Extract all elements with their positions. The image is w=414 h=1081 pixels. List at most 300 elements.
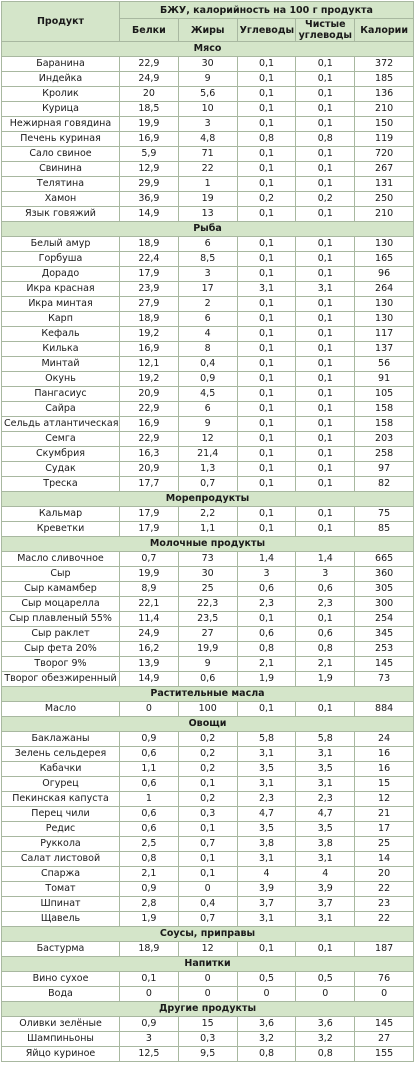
- net-carbs-cell: 3,1: [296, 777, 355, 792]
- calories-cell: 345: [355, 627, 414, 642]
- carbs-cell: 3,1: [237, 282, 296, 297]
- fat-cell: 25: [178, 582, 237, 597]
- protein-cell: 0,6: [120, 747, 179, 762]
- protein-cell: 16,2: [120, 642, 179, 657]
- fat-cell: 6: [178, 402, 237, 417]
- protein-cell: 20,9: [120, 387, 179, 402]
- table-row: [2, 867, 414, 882]
- calories-cell: 130: [355, 237, 414, 252]
- fat-cell: 0: [178, 972, 237, 987]
- net-carbs-cell: 0,1: [296, 417, 355, 432]
- product-name-cell: Свинина: [2, 162, 120, 177]
- calories-cell: 145: [355, 1017, 414, 1032]
- calories-cell: 16: [355, 747, 414, 762]
- fat-cell: 73: [178, 552, 237, 567]
- net-carbs-cell: 0,1: [296, 267, 355, 282]
- calories-cell: 210: [355, 102, 414, 117]
- protein-cell: 16,9: [120, 417, 179, 432]
- section-header-row: [2, 927, 414, 942]
- calories-cell: 130: [355, 312, 414, 327]
- fat-cell: 0,3: [178, 1032, 237, 1047]
- protein-column-header: Белки: [120, 19, 179, 42]
- protein-cell: 0,6: [120, 807, 179, 822]
- fat-cell: 0,7: [178, 837, 237, 852]
- protein-cell: 19,9: [120, 567, 179, 582]
- net-carbs-cell: 0,1: [296, 447, 355, 462]
- protein-cell: 14,9: [120, 672, 179, 687]
- product-name-cell: Баклажаны: [2, 732, 120, 747]
- protein-cell: 19,2: [120, 372, 179, 387]
- carbs-cell: 0,1: [237, 942, 296, 957]
- product-name-cell: Кабачки: [2, 762, 120, 777]
- table-row: [2, 657, 414, 672]
- carbs-cell: 3,1: [237, 747, 296, 762]
- net-carbs-cell: 3,5: [296, 762, 355, 777]
- net-carbs-cell: 5,8: [296, 732, 355, 747]
- carbs-cell: 3,1: [237, 912, 296, 927]
- fat-cell: 0,2: [178, 792, 237, 807]
- calories-cell: 25: [355, 837, 414, 852]
- net-carbs-cell: 3: [296, 567, 355, 582]
- net-carbs-cell: 0,1: [296, 237, 355, 252]
- calories-cell: 105: [355, 387, 414, 402]
- protein-cell: 0,1: [120, 972, 179, 987]
- net-carbs-cell: 4,7: [296, 807, 355, 822]
- net-carbs-cell: 2,3: [296, 597, 355, 612]
- product-name-cell: Пекинская капуста: [2, 792, 120, 807]
- product-name-cell: Кальмар: [2, 507, 120, 522]
- net-carbs-cell: 0,1: [296, 87, 355, 102]
- carbs-cell: 0,5: [237, 972, 296, 987]
- table-row: [2, 612, 414, 627]
- net-carbs-cell: 0,8: [296, 642, 355, 657]
- calories-cell: 158: [355, 417, 414, 432]
- net-carbs-cell: 3,5: [296, 822, 355, 837]
- carbs-cell: 0: [237, 987, 296, 1002]
- protein-cell: 1,9: [120, 912, 179, 927]
- table-row: [2, 777, 414, 792]
- carbs-cell: 0,1: [237, 327, 296, 342]
- section-header-row: [2, 957, 414, 972]
- calories-cell: 165: [355, 252, 414, 267]
- calories-cell: 136: [355, 87, 414, 102]
- net-carbs-cell: 0,8: [296, 132, 355, 147]
- carbs-cell: 0,1: [237, 147, 296, 162]
- product-name-cell: Икра минтая: [2, 297, 120, 312]
- fat-cell: 30: [178, 567, 237, 582]
- fat-cell: 0,1: [178, 822, 237, 837]
- table-row: [2, 912, 414, 927]
- carbs-cell: 0,1: [237, 237, 296, 252]
- table-row: [2, 342, 414, 357]
- fat-cell: 1,1: [178, 522, 237, 537]
- fat-cell: 0,1: [178, 852, 237, 867]
- carbs-cell: 0,1: [237, 267, 296, 282]
- protein-cell: 0: [120, 702, 179, 717]
- table-row: [2, 57, 414, 72]
- net-carbs-cell: 3,1: [296, 852, 355, 867]
- carbs-cell: 3,5: [237, 762, 296, 777]
- product-name-cell: Вода: [2, 987, 120, 1002]
- table-row: [2, 597, 414, 612]
- net-carbs-cell: 0,1: [296, 72, 355, 87]
- section-title: Напитки: [2, 957, 414, 972]
- table-header: [2, 2, 414, 42]
- product-name-cell: Индейка: [2, 72, 120, 87]
- protein-cell: 14,9: [120, 207, 179, 222]
- calories-cell: 82: [355, 477, 414, 492]
- protein-cell: 23,9: [120, 282, 179, 297]
- protein-cell: 18,9: [120, 312, 179, 327]
- product-name-cell: Хамон: [2, 192, 120, 207]
- calories-cell: 253: [355, 642, 414, 657]
- net-carbs-cell: 0,1: [296, 387, 355, 402]
- calories-cell: 119: [355, 132, 414, 147]
- product-name-cell: Баранина: [2, 57, 120, 72]
- protein-cell: 1: [120, 792, 179, 807]
- table-row: [2, 447, 414, 462]
- carbs-cell: 0,1: [237, 162, 296, 177]
- fat-cell: 22: [178, 162, 237, 177]
- net-carbs-cell: 1,9: [296, 672, 355, 687]
- fat-cell: 0,1: [178, 777, 237, 792]
- carbs-cell: 2,3: [237, 597, 296, 612]
- protein-cell: 13,9: [120, 657, 179, 672]
- protein-cell: 0: [120, 987, 179, 1002]
- protein-cell: 19,2: [120, 327, 179, 342]
- carbs-cell: 1,4: [237, 552, 296, 567]
- calories-cell: 21: [355, 807, 414, 822]
- protein-cell: 2,1: [120, 867, 179, 882]
- table-row: [2, 822, 414, 837]
- carbs-cell: 0,1: [237, 507, 296, 522]
- table-row: [2, 762, 414, 777]
- product-name-cell: Сельдь атлантическая: [2, 417, 120, 432]
- net-carbs-cell: 3,1: [296, 912, 355, 927]
- carbs-cell: 0,1: [237, 252, 296, 267]
- carbs-cell: 0,1: [237, 72, 296, 87]
- product-name-cell: Килька: [2, 342, 120, 357]
- table-row: [2, 417, 414, 432]
- fat-cell: 17: [178, 282, 237, 297]
- fat-cell: 0,1: [178, 867, 237, 882]
- product-name-cell: Треска: [2, 477, 120, 492]
- fat-cell: 6: [178, 312, 237, 327]
- fat-cell: 4,5: [178, 387, 237, 402]
- net-carbs-cell: 4: [296, 867, 355, 882]
- calories-cell: 203: [355, 432, 414, 447]
- protein-cell: 0,9: [120, 732, 179, 747]
- table-row: [2, 102, 414, 117]
- carbs-cell: 0,1: [237, 297, 296, 312]
- carbs-cell: 0,1: [237, 432, 296, 447]
- carbs-cell: 0,1: [237, 522, 296, 537]
- product-name-cell: Томат: [2, 882, 120, 897]
- table-row: [2, 1032, 414, 1047]
- protein-cell: 8,9: [120, 582, 179, 597]
- table-row: [2, 807, 414, 822]
- net-carbs-cell: 1,4: [296, 552, 355, 567]
- product-name-cell: Судак: [2, 462, 120, 477]
- fat-cell: 0,3: [178, 807, 237, 822]
- protein-cell: 16,3: [120, 447, 179, 462]
- product-name-cell: Нежирная говядина: [2, 117, 120, 132]
- protein-cell: 36,9: [120, 192, 179, 207]
- fat-cell: 0,2: [178, 747, 237, 762]
- calories-cell: 24: [355, 732, 414, 747]
- net-carbs-cell: 3,1: [296, 282, 355, 297]
- product-name-cell: Скумбрия: [2, 447, 120, 462]
- fat-cell: 9: [178, 72, 237, 87]
- protein-cell: 3: [120, 1032, 179, 1047]
- fat-cell: 6: [178, 237, 237, 252]
- calories-cell: 96: [355, 267, 414, 282]
- table-row: [2, 897, 414, 912]
- protein-cell: 20: [120, 87, 179, 102]
- protein-cell: 0,9: [120, 1017, 179, 1032]
- table-row: [2, 672, 414, 687]
- carbs-cell: 3: [237, 567, 296, 582]
- product-name-cell: Горбуша: [2, 252, 120, 267]
- carbs-cell: 3,8: [237, 837, 296, 852]
- carbs-cell: 0,8: [237, 1047, 296, 1062]
- product-name-cell: Редис: [2, 822, 120, 837]
- calories-cell: 185: [355, 72, 414, 87]
- fat-cell: 12: [178, 942, 237, 957]
- product-name-cell: Салат листовой: [2, 852, 120, 867]
- net-carbs-cell: 0,1: [296, 312, 355, 327]
- protein-cell: 19,9: [120, 117, 179, 132]
- table-row: [2, 177, 414, 192]
- fat-cell: 5,6: [178, 87, 237, 102]
- net-carbs-column-header: Чистые углеводы: [296, 19, 355, 42]
- fat-cell: 0,2: [178, 762, 237, 777]
- section-title: Мясо: [2, 42, 414, 57]
- net-carbs-cell: 0,1: [296, 327, 355, 342]
- net-carbs-cell: 0,6: [296, 627, 355, 642]
- section-header-row: [2, 537, 414, 552]
- carbs-cell: 4,7: [237, 807, 296, 822]
- calories-cell: 73: [355, 672, 414, 687]
- table-row: [2, 1047, 414, 1062]
- protein-cell: 18,5: [120, 102, 179, 117]
- calories-cell: 85: [355, 522, 414, 537]
- calories-cell: 17: [355, 822, 414, 837]
- table-row: [2, 237, 414, 252]
- carbs-cell: 0,1: [237, 402, 296, 417]
- protein-cell: 0,9: [120, 882, 179, 897]
- protein-cell: 1,1: [120, 762, 179, 777]
- net-carbs-cell: 3,9: [296, 882, 355, 897]
- calories-cell: 97: [355, 462, 414, 477]
- protein-cell: 12,5: [120, 1047, 179, 1062]
- fat-cell: 3: [178, 117, 237, 132]
- product-name-cell: Руккола: [2, 837, 120, 852]
- fat-cell: 10: [178, 102, 237, 117]
- protein-cell: 17,9: [120, 507, 179, 522]
- product-name-cell: Творог 9%: [2, 657, 120, 672]
- net-carbs-cell: 2,1: [296, 657, 355, 672]
- product-name-cell: Дорадо: [2, 267, 120, 282]
- product-column-header: Продукт: [2, 2, 120, 42]
- fat-column-header: Жиры: [178, 19, 237, 42]
- calories-cell: 16: [355, 762, 414, 777]
- product-name-cell: Спаржа: [2, 867, 120, 882]
- product-name-cell: Яйцо куриное: [2, 1047, 120, 1062]
- table-row: [2, 642, 414, 657]
- carbs-column-header: Углеводы: [237, 19, 296, 42]
- protein-cell: 18,9: [120, 237, 179, 252]
- table-row: [2, 477, 414, 492]
- calories-column-header: Калории: [355, 19, 414, 42]
- section-title: Овощи: [2, 717, 414, 732]
- protein-cell: 22,1: [120, 597, 179, 612]
- net-carbs-cell: 0,1: [296, 162, 355, 177]
- section-header-row: [2, 222, 414, 237]
- calories-cell: 22: [355, 882, 414, 897]
- net-carbs-cell: 0,1: [296, 297, 355, 312]
- calories-cell: 372: [355, 57, 414, 72]
- calories-cell: 27: [355, 1032, 414, 1047]
- table-row: [2, 792, 414, 807]
- fat-cell: 19: [178, 192, 237, 207]
- calories-cell: 258: [355, 447, 414, 462]
- carbs-cell: 0,1: [237, 612, 296, 627]
- section-title: Молочные продукты: [2, 537, 414, 552]
- protein-cell: 22,9: [120, 432, 179, 447]
- table-row: [2, 972, 414, 987]
- table-row: [2, 312, 414, 327]
- table-row: [2, 327, 414, 342]
- product-name-cell: Печень куриная: [2, 132, 120, 147]
- table-row: [2, 852, 414, 867]
- calories-cell: 0: [355, 987, 414, 1002]
- product-name-cell: Пангасиус: [2, 387, 120, 402]
- section-header-row: [2, 42, 414, 57]
- fat-cell: 15: [178, 1017, 237, 1032]
- protein-cell: 5,9: [120, 147, 179, 162]
- protein-cell: 17,9: [120, 522, 179, 537]
- nutrition-table: [1, 1, 414, 1062]
- calories-cell: 117: [355, 327, 414, 342]
- fat-cell: 0: [178, 987, 237, 1002]
- product-name-cell: Щавель: [2, 912, 120, 927]
- calories-cell: 267: [355, 162, 414, 177]
- carbs-cell: 0,1: [237, 87, 296, 102]
- product-name-cell: Шампиньоны: [2, 1032, 120, 1047]
- product-name-cell: Кефаль: [2, 327, 120, 342]
- protein-cell: 16,9: [120, 132, 179, 147]
- net-carbs-cell: 0,1: [296, 147, 355, 162]
- table-body: [2, 42, 414, 1062]
- calories-cell: 300: [355, 597, 414, 612]
- product-name-cell: Сало свиное: [2, 147, 120, 162]
- calories-cell: 250: [355, 192, 414, 207]
- table-row: [2, 402, 414, 417]
- fat-cell: 12: [178, 432, 237, 447]
- calories-cell: 665: [355, 552, 414, 567]
- table-row: [2, 522, 414, 537]
- table-row: [2, 882, 414, 897]
- product-name-cell: Сайра: [2, 402, 120, 417]
- fat-cell: 30: [178, 57, 237, 72]
- carbs-cell: 0,1: [237, 387, 296, 402]
- protein-cell: 22,4: [120, 252, 179, 267]
- table-row: [2, 462, 414, 477]
- section-header-row: [2, 1002, 414, 1017]
- product-name-cell: Вино сухое: [2, 972, 120, 987]
- product-name-cell: Зелень сельдерея: [2, 747, 120, 762]
- table-row: [2, 117, 414, 132]
- net-carbs-cell: 3,1: [296, 747, 355, 762]
- calories-cell: 720: [355, 147, 414, 162]
- carbs-cell: 3,6: [237, 1017, 296, 1032]
- fat-cell: 100: [178, 702, 237, 717]
- net-carbs-cell: 0,6: [296, 582, 355, 597]
- product-name-cell: Телятина: [2, 177, 120, 192]
- calories-cell: 187: [355, 942, 414, 957]
- product-name-cell: Сыр раклет: [2, 627, 120, 642]
- carbs-cell: 0,1: [237, 372, 296, 387]
- net-carbs-cell: 0,1: [296, 207, 355, 222]
- calories-cell: 12: [355, 792, 414, 807]
- fat-cell: 2,2: [178, 507, 237, 522]
- section-header-row: [2, 717, 414, 732]
- product-name-cell: Сыр: [2, 567, 120, 582]
- carbs-cell: 2,3: [237, 792, 296, 807]
- fat-cell: 1,3: [178, 462, 237, 477]
- calories-cell: 130: [355, 297, 414, 312]
- protein-cell: 0,6: [120, 777, 179, 792]
- product-name-cell: Сыр плавленый 55%: [2, 612, 120, 627]
- carbs-cell: 0,1: [237, 177, 296, 192]
- section-title: Соусы, приправы: [2, 927, 414, 942]
- table-row: [2, 357, 414, 372]
- product-name-cell: Сыр камамбер: [2, 582, 120, 597]
- table-row: [2, 702, 414, 717]
- fat-cell: 3: [178, 267, 237, 282]
- calories-cell: 155: [355, 1047, 414, 1062]
- product-name-cell: Сыр фета 20%: [2, 642, 120, 657]
- net-carbs-cell: 3,8: [296, 837, 355, 852]
- calories-cell: 91: [355, 372, 414, 387]
- carbs-cell: 5,8: [237, 732, 296, 747]
- table-row: [2, 207, 414, 222]
- table-row: [2, 387, 414, 402]
- fat-cell: 0,9: [178, 372, 237, 387]
- table-row: [2, 267, 414, 282]
- protein-cell: 0,7: [120, 552, 179, 567]
- fat-cell: 0: [178, 882, 237, 897]
- fat-cell: 0,6: [178, 672, 237, 687]
- table-row: [2, 732, 414, 747]
- calories-cell: 254: [355, 612, 414, 627]
- protein-cell: 18,9: [120, 942, 179, 957]
- table-row: [2, 372, 414, 387]
- net-carbs-cell: 0,1: [296, 702, 355, 717]
- calories-cell: 76: [355, 972, 414, 987]
- protein-cell: 11,4: [120, 612, 179, 627]
- fat-cell: 8: [178, 342, 237, 357]
- fat-cell: 9: [178, 657, 237, 672]
- protein-cell: 0,8: [120, 852, 179, 867]
- carbs-cell: 0,1: [237, 207, 296, 222]
- calories-cell: 145: [355, 657, 414, 672]
- net-carbs-cell: 0,1: [296, 402, 355, 417]
- table-row: [2, 942, 414, 957]
- table-row: [2, 432, 414, 447]
- table-row: [2, 297, 414, 312]
